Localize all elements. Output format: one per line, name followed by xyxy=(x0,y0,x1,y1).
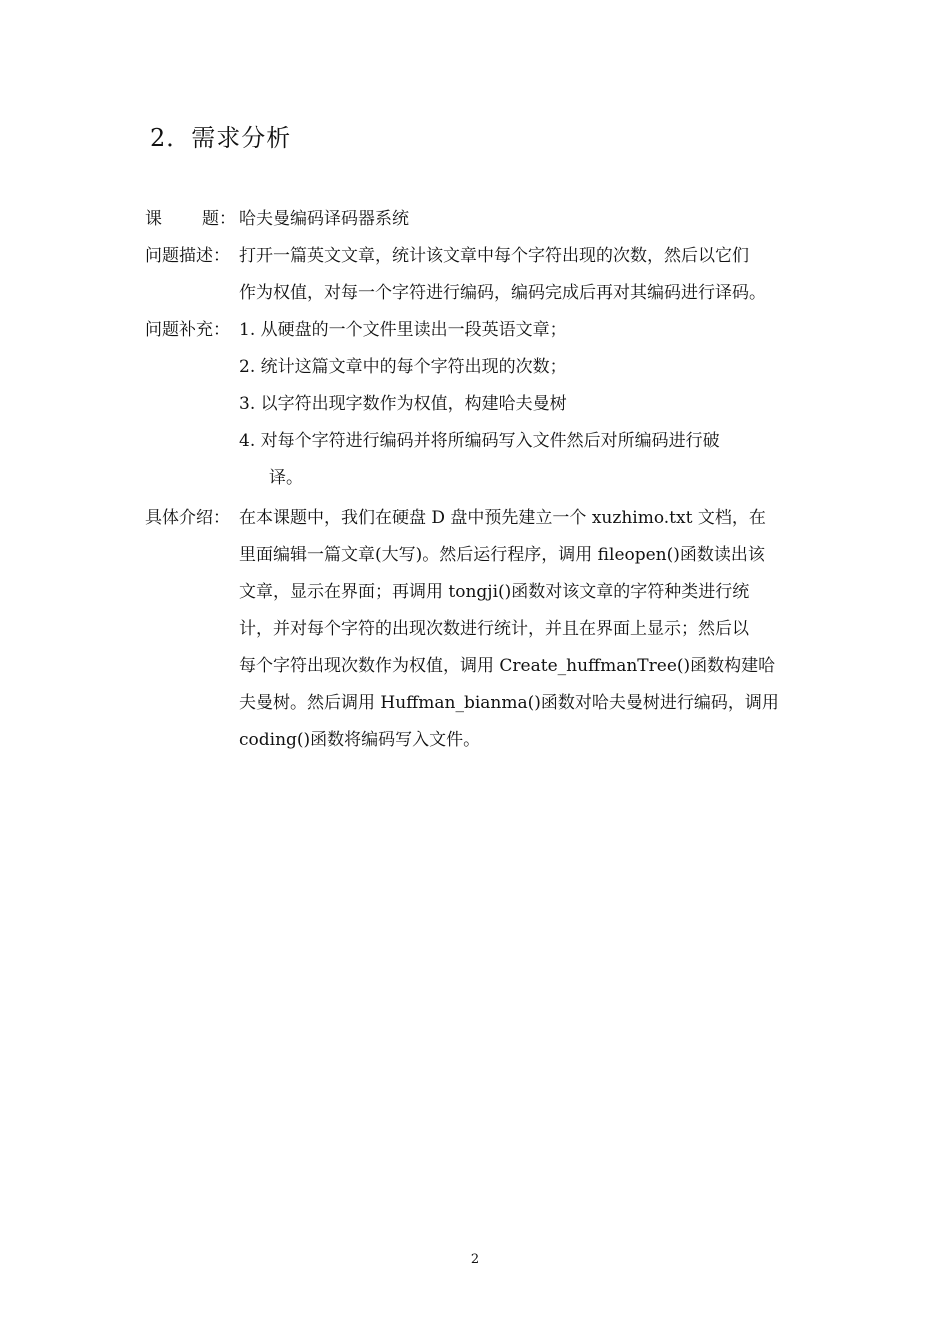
page-number: 2 xyxy=(470,1252,480,1267)
introduction-line: 在本课题中，我们在硬盘 D 盘中预先建立一个 xuzhimo.txt 文档，在 xyxy=(239,508,766,528)
list-item: 2. 统计这篇文章中的每个字符出现的次数； xyxy=(239,357,567,377)
description-line: 作为权值，对每一个字符进行编码，编码完成后再对其编码进行译码。 xyxy=(239,283,766,303)
list-item: 1. 从硬盘的一个文件里读出一段英语文章； xyxy=(239,320,567,340)
list-item-continuation: 译。 xyxy=(269,468,303,488)
introduction-line: 里面编辑一篇文章(大写)。然后运行程序，调用 fileopen()函数读出该 xyxy=(239,545,765,565)
topic-value: 哈夫曼编码译码器系统 xyxy=(239,209,409,229)
introduction-text xyxy=(239,500,811,759)
introduction-line: coding()函数将编码写入文件。 xyxy=(239,730,481,750)
introduction-line: 文章，显示在界面；再调用 tongji()函数对该文章的字符种类进行统 xyxy=(239,582,750,602)
list-item: 3. 以字符出现字数作为权值，构建哈夫曼树 xyxy=(239,394,567,414)
topic-label: 课 题： xyxy=(145,209,236,229)
description-text xyxy=(239,238,811,312)
introduction-line: 夫曼树。然后调用 Huffman_bianma()函数对哈夫曼树进行编码，调用 xyxy=(239,693,779,713)
section-heading: 2．需求分析 xyxy=(150,124,292,152)
description-label: 问题描述： xyxy=(145,246,230,266)
supplement-list xyxy=(239,312,811,497)
introduction-line: 每个字符出现次数作为权值，调用 Create_huffmanTree()函数构建哈 xyxy=(239,656,776,676)
description-line: 打开一篇英文文章，统计该文章中每个字符出现的次数，然后以它们 xyxy=(239,246,749,266)
supplement-label: 问题补充： xyxy=(145,320,230,340)
list-item: 4. 对每个字符进行编码并将所编码写入文件然后对所编码进行破 xyxy=(239,431,720,451)
introduction-line: 计，并对每个字符的出现次数进行统计，并且在界面上显示；然后以 xyxy=(239,619,749,639)
introduction-label: 具体介绍： xyxy=(145,508,230,528)
